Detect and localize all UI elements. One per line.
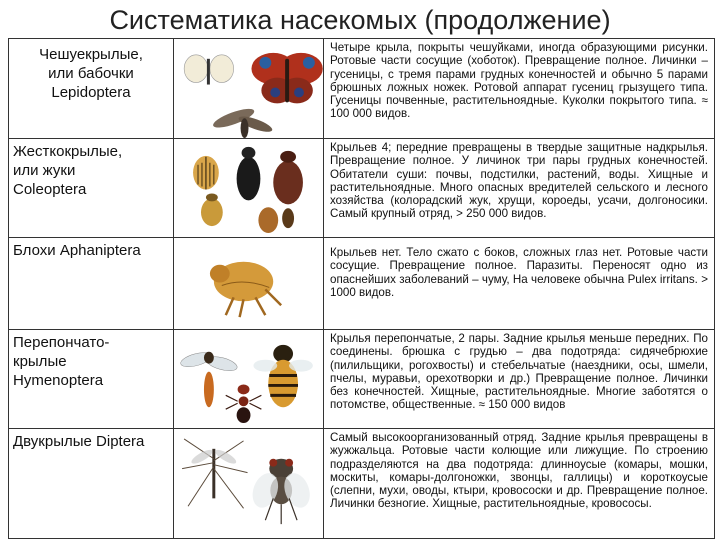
- table-row: [9, 330, 715, 429]
- order-name-line: Hymenoptera: [13, 372, 104, 389]
- order-name-cell: [9, 139, 174, 238]
- order-name-line: Блохи Aphaniptera: [13, 242, 141, 259]
- page-title: Систематика насекомых (продолжение): [109, 5, 611, 35]
- order-description: Самый высокоорганизованный отряд. Задние крылья превращены в жужжальца. Ротовые части колющие или лижущие. По строению подразделяются на два подотряда: длинноусые (комары, мошки, москиты, комары-долгоножки, звонцы, галлицы) и короткоусые (слепни, мухи, оводы, ктыри, кровососки и др. Превращение полное. Личинки безногие. Хищные, растительноядные, кровососы.: [330, 431, 708, 511]
- order-description-cell: [324, 238, 715, 330]
- diptera-illustration: [174, 429, 323, 538]
- order-image-cell: [174, 39, 324, 139]
- order-name-line: Жесткокрылые,: [13, 143, 123, 160]
- order-description: Крыльев нет. Тело сжато с боков, сложных глаз нет. Ротовые части сосущие. Превращение полное. Паразиты. Переносят одно из опаснейших заболеваний – чуму, На человеке обычна Pulex irritans. > 1000 видов.: [330, 246, 708, 299]
- order-image-cell: [174, 139, 324, 238]
- butterflies-image: [174, 39, 323, 138]
- order-image-cell: [174, 429, 324, 539]
- order-description-cell: [324, 330, 715, 429]
- order-name-line: Lepidoptera: [51, 84, 131, 101]
- order-name-line: или жуки: [13, 162, 76, 179]
- table-row: [9, 139, 715, 238]
- order-name: [9, 39, 173, 105]
- table-row: [9, 39, 715, 139]
- order-description: Крылья перепончатые, 2 пары. Задние крылья меньше передних. По соединены. брюшка с грудью – два подотряда: сидячебрюхие (пилильщики, рогохвосты) и стебельчатые (наездники, осы, шмели, пчелы, муравьи, орехотворки и др.) Превращение полное. Личинки без конечностей. Хищные, растительноядные. Многие заботятся о потомстве, общественные. ≈ 150 000 видов: [330, 332, 708, 412]
- order-name-cell: [9, 330, 174, 429]
- order-description-cell: [324, 39, 715, 139]
- order-description: Крыльев 4; передние превращены в твердые защитные надкрылья. Превращение полное. У личинок три пары грудных конечностей. Обитатели суши: почвы, подстилки, растений, воды. Хищные и растительноядные. Много опасных вредителей сельского и лесного хозяйства (колорадский жук, хрущи, короеды, усачи, долгоносики. Самый крупный отряд, > 250 000 видов.: [330, 141, 708, 221]
- order-name-line: Coleoptera: [13, 181, 87, 198]
- order-name-line: Двукрылые Diptera: [13, 433, 145, 450]
- order-name-cell: [9, 238, 174, 330]
- butterfly-illustration: [174, 39, 323, 138]
- hymenoptera-illustration: [174, 330, 323, 428]
- order-description: Четыре крыла, покрыты чешуйками, иногда образующими рисунки. Ротовые части сосущие (хоботок). Превращение полное. Личинки – гусеницы, с тремя парами грудных конечностей и обычно 5 парами брюшных ложных ножек. Ротовой аппарат гусениц грызущего типа. Гусеницы почвенные, растительноядные. Куколки покрытого типа. ≈ 100 000 видов.: [330, 41, 708, 121]
- table-row: [9, 238, 715, 330]
- flea-illustration: [174, 238, 323, 329]
- order-name: [9, 330, 173, 393]
- order-name: [9, 139, 173, 202]
- beetles-image: [174, 139, 323, 237]
- order-name-cell: [9, 429, 174, 539]
- diptera-image: [174, 429, 323, 538]
- order-name-line: Перепончато-: [13, 334, 110, 351]
- beetle-illustration: [174, 139, 323, 237]
- table-row: [9, 429, 715, 539]
- order-name-line: Чешуекрылые,: [39, 46, 143, 63]
- order-name-cell: [9, 39, 174, 139]
- order-image-cell: [174, 330, 324, 429]
- order-name-line: крылые: [13, 353, 67, 370]
- order-name: [9, 238, 173, 263]
- hymenoptera-image: [174, 330, 323, 428]
- order-description-cell: [324, 429, 715, 539]
- insect-taxonomy-table: [8, 38, 715, 539]
- flea-image: [174, 238, 323, 329]
- order-name: [9, 429, 173, 454]
- order-name-line: или бабочки: [48, 65, 134, 82]
- order-description-cell: [324, 139, 715, 238]
- order-image-cell: [174, 238, 324, 330]
